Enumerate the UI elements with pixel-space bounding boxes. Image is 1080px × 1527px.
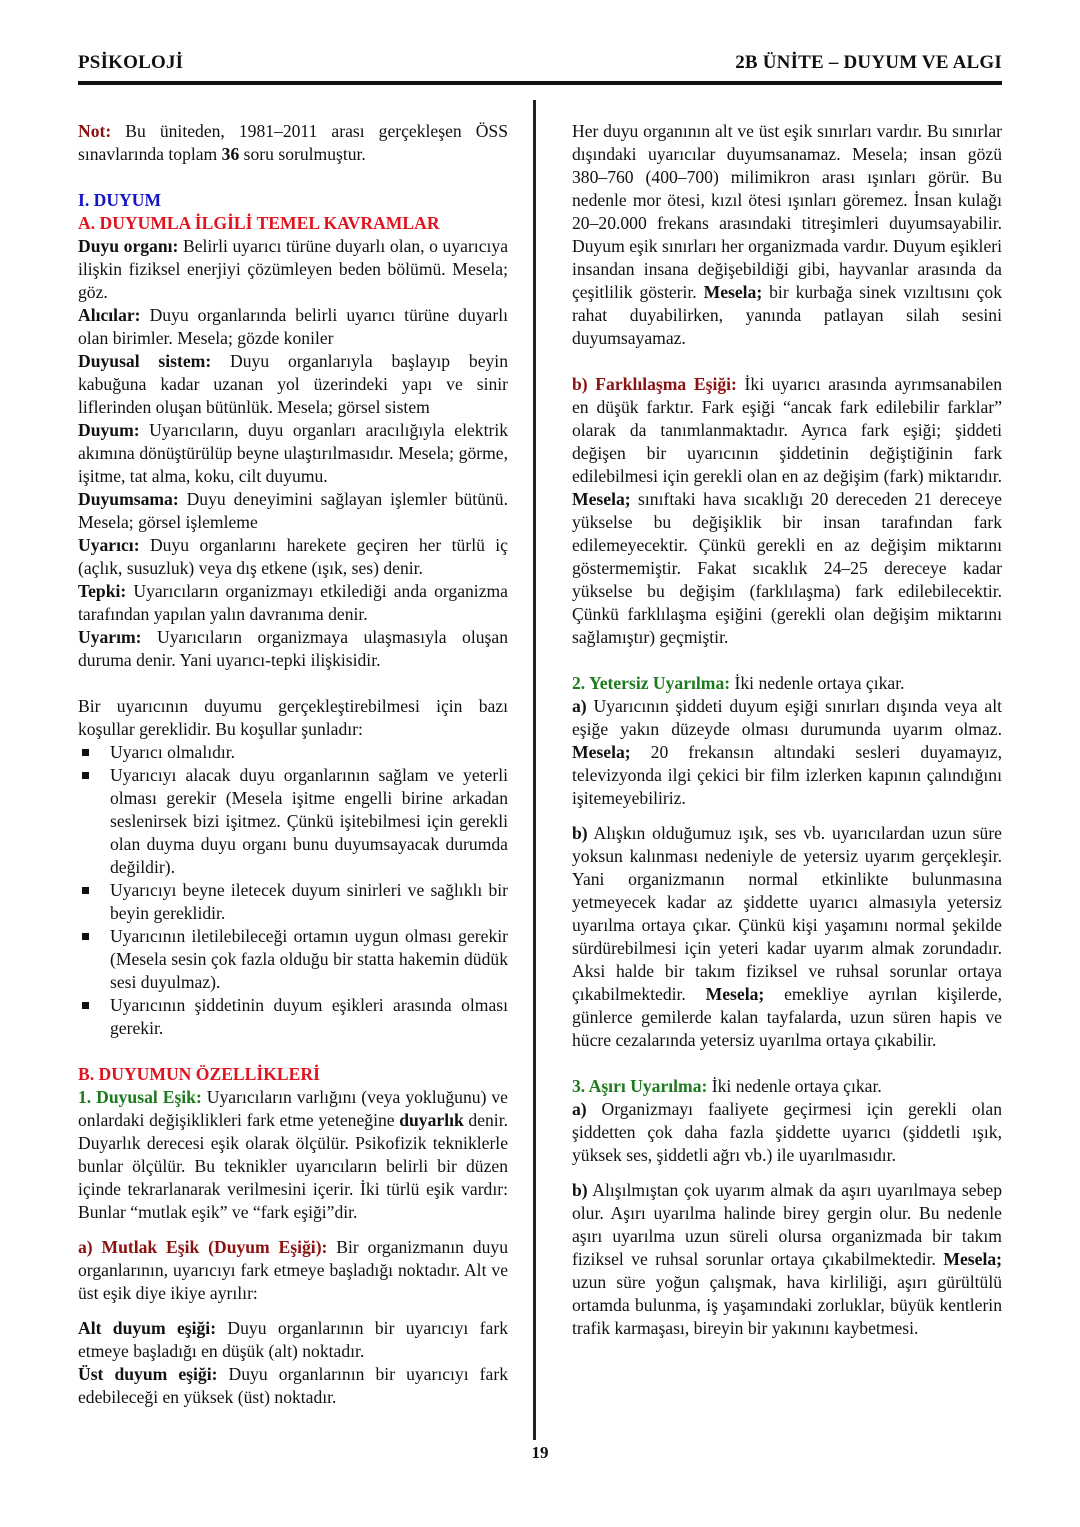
asiri-b-paragraph: b) Alışılmıştan çok uyarım almak da aşırı uyarılmaya sebep olur. Aşırı uyarılma halinde birey gergin olur. Bu nedenle aşırı uyarılma uzun süreli olursa organizmada bir takım fiziksel ve ruhsal sorunlar ortaya çıkabilmektedir. Mesela; uzun süre yoğun çalışmak, hava kirliliği, aşırı gürültülü ortamda bulunma, iş yaşamındaki zorluklar, büyük kentlerin trafik karmaşası, bireyin bir yakınını kaybetmesi. [572,1180,1002,1338]
limits-paragraph: Her duyu organının alt ve üst eşik sınırları vardır. Bu sınırlar dışındaki uyarıcılar duyumsanamaz. Mesela; insan gözü 380–760 (400–700) milimikron arası ışınları görür. Bu nedenle mor ötesi, kızıl ötesi ışınları göremez. İnsan kulağı 20–20.000 frekans arasındaki titreşimleri duyumsayabilir. Duyum eşik sınırları her organizmada vardır. Duyum eşikleri insandan insana değişebildiği gibi, hayvanlar arasında da çeşitlilik gösterir. Mesela; bir kurbağa sinek vızıltısını çok rahat duyabilirken, yanında patlayan silah sesini duyumsayamaz. [572,121,1002,348]
yetersiz-a-paragraph: a) Uyarıcının şiddeti duyum eşiği sınırları dışında veya alt eşiğe yakın düzeyde olması durumunda uyarım olmaz. Mesela; 20 frekansın altındaki sesleri duyamayız, televizyonda ilgi çekici bir film izlerken kapının çalındığını işitemeyebiliriz. [572,696,1002,808]
definition-term: Tepki: [78,581,127,601]
definition: Uyarıcı: Duyu organlarını harekete geçiren her türlü iç (açlık, susuzluk) veya dış etkene (ışık, ses) denir. [78,535,508,578]
yetersiz-b-paragraph: b) Alışkın olduğumuz ışık, ses vb. uyarıcılardan uzun süre yoksun kalınması nedeniyle de yetersiz uyarım gerçekleşir. Yani organizmanın normal etkinlikte bulunmasına yetmeyecek kadar az şiddette uyarıcı almasıyla yetersiz uyarılma ortaya çıkar. Çünkü kişi yaşamını normal şekilde sürdürebilmesi için yeteri kadar uyarım almak zorundadır. Aksi halde bir takım fiziksel ve ruhsal sorunlar ortaya çıkabilmektedir. Mesela; emekliye ayrılan kişilerde, günlerce gemilerde kalan tayfalarda, uzun süren hapis ve hücre cezalarında yetersiz uyarılma ortaya çıkabilir. [572,823,1002,1050]
asiri-a-paragraph: a) Organizmayı faaliyete geçirmesi için gerekli olan şiddetten çok daha fazla şiddette uyarıcı (şiddetli ışık, yüksek ses, şiddetli ağrı vb.) ile uyarılmasıdır. [572,1099,1002,1165]
fark-esigi-paragraph: b) Farklılaşma Eşiği: İki uyarıcı arasında ayrımsanabilen en düşük farktır. Fark eşiği “ancak fark edilebilir farklar” olarak da tanımlanmaktadır. Ayrıca fark eşiği; şiddeti değişen bir uyarıcının şiddetinin değiştiğinin fark edilebilmesi için gerekli olan en az değişim (fark) miktarıdır. Mesela; sınıftaki hava sıcaklığı 20 dereceden 21 dereceye yükselse bu değişiklik bir insan tarafından fark edilemeyecektir. Çünkü gerekli en az değişim miktarını göstermemiştir. Fakat sıcaklık 24–25 dereceye kadar yükselse bu değişim (farklılaşma) fark edilebilecektir. Çünkü farklılaşma eşiğini (gerekli olan değişim miktarını sağlamıştır) geçmiştir. [572,374,1002,647]
definition: Duyum: Uyarıcıların, duyu organları aracılığıyla elektrik akımına dönüştürülüp beyne ulaştırılmasıdır. Mesela; görme, işitme, tat alma, koku, cilt duyumu. [78,420,508,486]
square-bullet-icon [82,749,89,756]
definition: Alıcılar: Duyu organlarında belirli uyarıcı türüne duyarlı olan birimler. Mesela; gözde koniler [78,305,508,348]
note-paragraph: Not: Bu üniteden, 1981–2011 arası gerçekleşen ÖSS sınavlarında toplam 36 soru sorulmuştur. [78,121,508,164]
question-count: 36 [221,144,240,164]
conditions-list [78,741,508,1040]
square-bullet-icon [82,1002,89,1009]
mutlak-esik-paragraph: a) Mutlak Eşik (Duyum Eşiği): Bir organizmanın duyu organlarının, uyarıcıyı fark etmeye başladığı noktadır. Alt ve üst eşik diye ikiye ayrılır: [78,1237,508,1303]
page-number: 19 [531,1443,549,1462]
duyusal-esik-paragraph: 1. Duyusal Eşik: Uyarıcıların varlığını (veya yokluğunu) ve onlardaki değişiklikleri fark etme yeteneğine duyarlık denir. Duyarlık derecesi eşik olarak ölçülür. Psikofizik tekniklerle bunlar ölçülür. Bu teknikler uyarıcıların belirli bir düzen içinde tekrarlanarak verilmesini içerir. İki türlü eşik vardır: Bunlar “mutlak eşik” ve “fark eşiği”dir. [78,1087,508,1222]
note-label: Not: [78,121,112,141]
list-item: Uyarıcının şiddetinin duyum eşikleri arasında olması gerekir. [78,994,508,1040]
right-column [572,120,1002,1340]
conditions-intro: Bir uyarıcının duyumu gerçekleştirebilmesi için bazı koşullar gereklidir. Bu koşullar şunladır: [78,696,508,739]
definition-term: Duyusal sistem: [78,351,212,371]
square-bullet-icon [82,887,89,894]
list-item: Uyarıcıyı alacak duyu organlarının sağlam ve yeterli olması gerekir (Mesela işitme engelli birine arkadan seslenirsek bizi işitmez. Çünkü işitebilmesi için gerekli olan duyma duyu organı bunu duyumsayacak durumda değildir). [78,764,508,879]
subsection-b-title: B. DUYUMUN ÖZELLİKLERİ [78,1064,320,1084]
page-header [78,50,1002,80]
left-column [78,120,508,1409]
header-subject: PSİKOLOJİ [78,52,184,73]
definition-term: Uyarım: [78,627,142,647]
asiri-intro: 3. Aşırı Uyarılma: İki nedenle ortaya çıkar. [572,1076,882,1096]
definition: Duyusal sistem: Duyu organlarıyla başlayıp beyin kabuğuna kadar uzanan yol üzerindeki yapı ve sinir liflerinden oluşan bütünlük. Mesela; görsel sistem [78,351,508,417]
list-item: Uyarıcının iletilebileceği ortamın uygun olması gerekir (Mesela sesin çok fazla olduğu bir statta hakemin düdük sesi duyulmaz). [78,925,508,994]
fark-esigi-label: b) Farklılaşma Eşiği: [572,374,737,394]
mutlak-esik-label: a) Mutlak Eşik (Duyum Eşiği): [78,1237,328,1257]
definition: Duyu organı: Belirli uyarıcı türüne duyarlı olan, o uyarıcıya ilişkin fiziksel enerjiyi çözümleyen beden bölümü. Mesela; göz. [78,236,509,302]
definition: Duyumsama: Duyu deneyimini sağlayan işlemler bütünü. Mesela; görsel işlemleme [78,489,508,532]
definition-term: Uyarıcı: [78,535,140,555]
ust-esik-paragraph: Üst duyum eşiği: Duyu organlarının bir uyarıcıyı fark edebileceği en yüksek (üst) noktadır. [78,1364,509,1407]
header-rule [78,81,1002,85]
definition: Tepki: Uyarıcıların organizmayı etkilediği anda organizma tarafından yapılan yalın davranıma denir. [78,581,508,624]
alt-esik-paragraph: Alt duyum eşiği: Duyu organlarının bir uyarıcıyı fark etmeye başladığı en düşük (alt) noktadır. [78,1318,508,1361]
subsection-a-title: A. DUYUMLA İLGİLİ TEMEL KAVRAMLAR [78,213,440,233]
definition-term: Duyu organı: [78,236,179,256]
definition: Uyarım: Uyarıcıların organizmaya ulaşmasıyla oluşan duruma denir. Yani uyarıcı-tepki ilişkisidir. [78,627,508,670]
yetersiz-intro: 2. Yetersiz Uyarılma: İki nedenle ortaya çıkar. [572,673,905,693]
column-divider [533,100,536,1440]
square-bullet-icon [82,933,89,940]
list-item: Uyarıcı olmalıdır. [78,741,508,764]
header-unit-title: 2B ÜNİTE – DUYUM VE ALGI [735,52,1002,73]
section-title: I. DUYUM [78,190,162,210]
asiri-label: 3. Aşırı Uyarılma: [572,1076,708,1096]
list-item: Uyarıcıyı beyne iletecek duyum sinirleri ve sağlıklı bir beyin gereklidir. [78,879,508,925]
definition-term: Duyum: [78,420,140,440]
definition-term: Duyumsama: [78,489,179,509]
square-bullet-icon [82,772,89,779]
definition-term: Alıcılar: [78,305,141,325]
yetersiz-label: 2. Yetersiz Uyarılma: [572,673,731,693]
duyusal-esik-label: 1. Duyusal Eşik: [78,1087,202,1107]
